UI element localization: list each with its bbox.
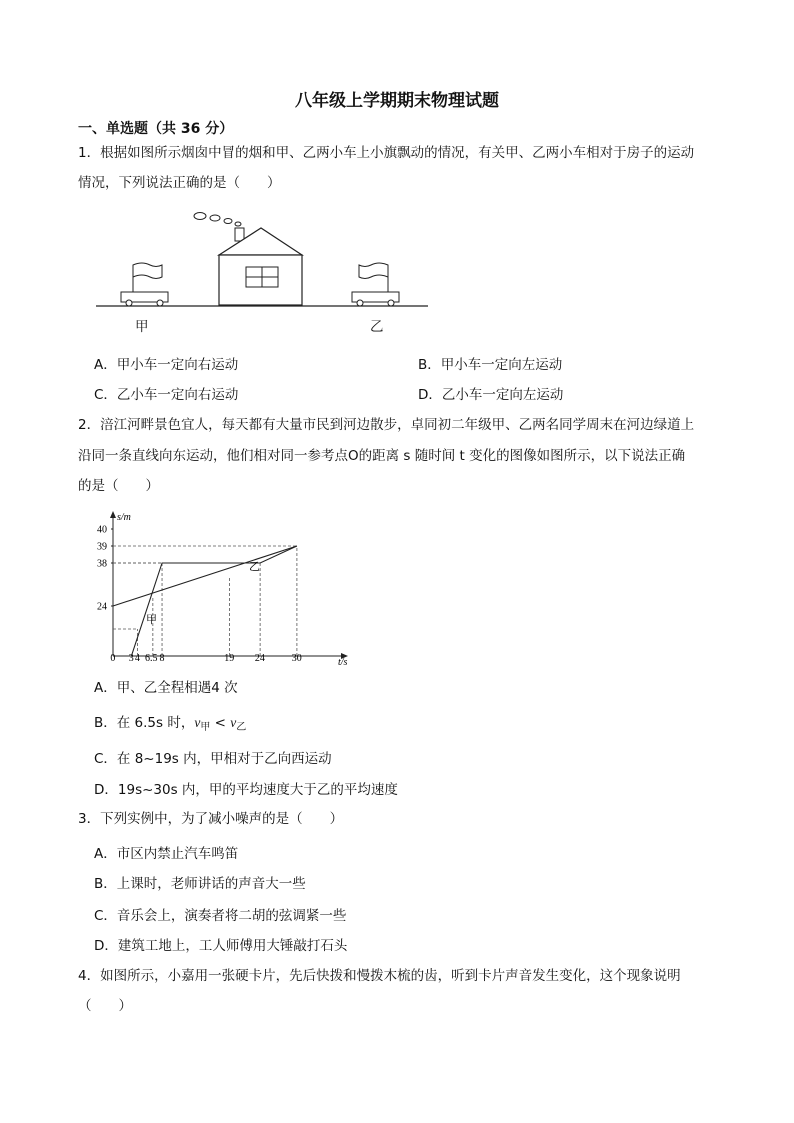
q3-option-a[interactable]: A．市区内禁止汽车鸣笛 bbox=[94, 846, 239, 862]
q2-option-b-sub2: 乙 bbox=[236, 722, 247, 733]
q2-text-line2: 沿同一条直线向东运动，他们相对同一参考点O的距离 s 随时间 t 变化的图像如图所示，以下说法正确 bbox=[78, 448, 686, 464]
q1-text-line1: 1．根据如图所示烟囱中冒的烟和甲、乙两小车上小旗飘动的情况，有关甲、乙两小车相对于房子的运动 bbox=[78, 145, 695, 161]
y-axis-label: s/m bbox=[117, 512, 131, 523]
x-axis-label: t/s bbox=[338, 657, 348, 668]
y-axis-arrow bbox=[110, 511, 116, 518]
y-tick-label: 39 bbox=[97, 541, 107, 553]
q1-option-b[interactable]: B．甲小车一定向左运动 bbox=[418, 357, 563, 373]
y-tick-label: 38 bbox=[97, 558, 107, 570]
q3-option-c[interactable]: C．音乐会上，演奏者将二胡的弦调紧一些 bbox=[94, 908, 347, 924]
q2-option-a[interactable]: A．甲、乙全程相遇4 次 bbox=[94, 680, 238, 696]
x-tick-label: 19 bbox=[224, 653, 235, 664]
x-tick-label: 3 bbox=[128, 653, 134, 664]
page-title: 八年级上学期期末物理试题 bbox=[295, 91, 499, 111]
q2-option-b-prefix: B．在 6.5s 时， bbox=[94, 715, 195, 731]
q1-option-c[interactable]: C．乙小车一定向右运动 bbox=[94, 387, 239, 403]
x-tick-label: 0 bbox=[110, 653, 116, 664]
q2-text-line3: 的是（ ） bbox=[78, 478, 159, 494]
q2-option-b-v2: v bbox=[230, 715, 237, 730]
q1-figure-label-b: 乙 bbox=[370, 319, 384, 335]
series-label-yi: 乙 bbox=[249, 561, 260, 573]
series-line-jia bbox=[113, 546, 297, 606]
x-tick-label: 4 bbox=[134, 653, 140, 664]
q2-option-b-sub1: 甲 bbox=[200, 722, 211, 733]
q3-text-line1: 3．下列实例中，为了减小噪声的是（ ） bbox=[78, 811, 344, 827]
series-line-yi bbox=[131, 546, 297, 656]
y-tick-label: 40 bbox=[97, 524, 107, 536]
q2-option-b-lt: < bbox=[210, 715, 231, 731]
q3-option-b[interactable]: B．上课时，老师讲话的声音大一些 bbox=[94, 876, 306, 892]
x-tick-label: 30 bbox=[291, 653, 302, 664]
q2-option-b-v1: v bbox=[194, 715, 201, 730]
q1-option-d[interactable]: D．乙小车一定向左运动 bbox=[418, 387, 564, 403]
y-tick-label: 24 bbox=[97, 601, 107, 613]
x-tick-label: 24 bbox=[254, 653, 265, 664]
q1-figure-label-a: 甲 bbox=[135, 319, 149, 335]
q2-option-c[interactable]: C．在 8~19s 内，甲相对于乙向西运动 bbox=[94, 751, 332, 767]
x-tick-label: 8 bbox=[159, 653, 165, 664]
x-tick-label: 6.5 bbox=[145, 653, 158, 664]
section-heading: 一、单选题（共 36 分） bbox=[78, 121, 234, 137]
q4-text-line1: 4．如图所示，小嘉用一张硬卡片，先后快拨和慢拨木梳的齿，听到卡片声音发生变化，这个现象说明 bbox=[78, 968, 681, 984]
q1-text-line2: 情况，下列说法正确的是（ ） bbox=[78, 175, 281, 191]
q3-option-d[interactable]: D．建筑工地上，工人师傅用大锤敲打石头 bbox=[94, 938, 348, 954]
q2-text-line1: 2．涪江河畔景色宜人，每天都有大量市民到河边散步，卓同初二年级甲、乙两名同学周末在河边绿道上 bbox=[78, 417, 695, 433]
q2-st-chart bbox=[90, 505, 360, 670]
q2-option-d[interactable]: D．19s~30s 内，甲的平均速度大于乙的平均速度 bbox=[94, 782, 398, 798]
q4-text-line2: （ ） bbox=[78, 998, 132, 1014]
q2-option-b[interactable] bbox=[94, 711, 246, 733]
q1-option-a[interactable]: A．甲小车一定向右运动 bbox=[94, 357, 239, 373]
series-label-jia: 甲 bbox=[146, 614, 157, 626]
